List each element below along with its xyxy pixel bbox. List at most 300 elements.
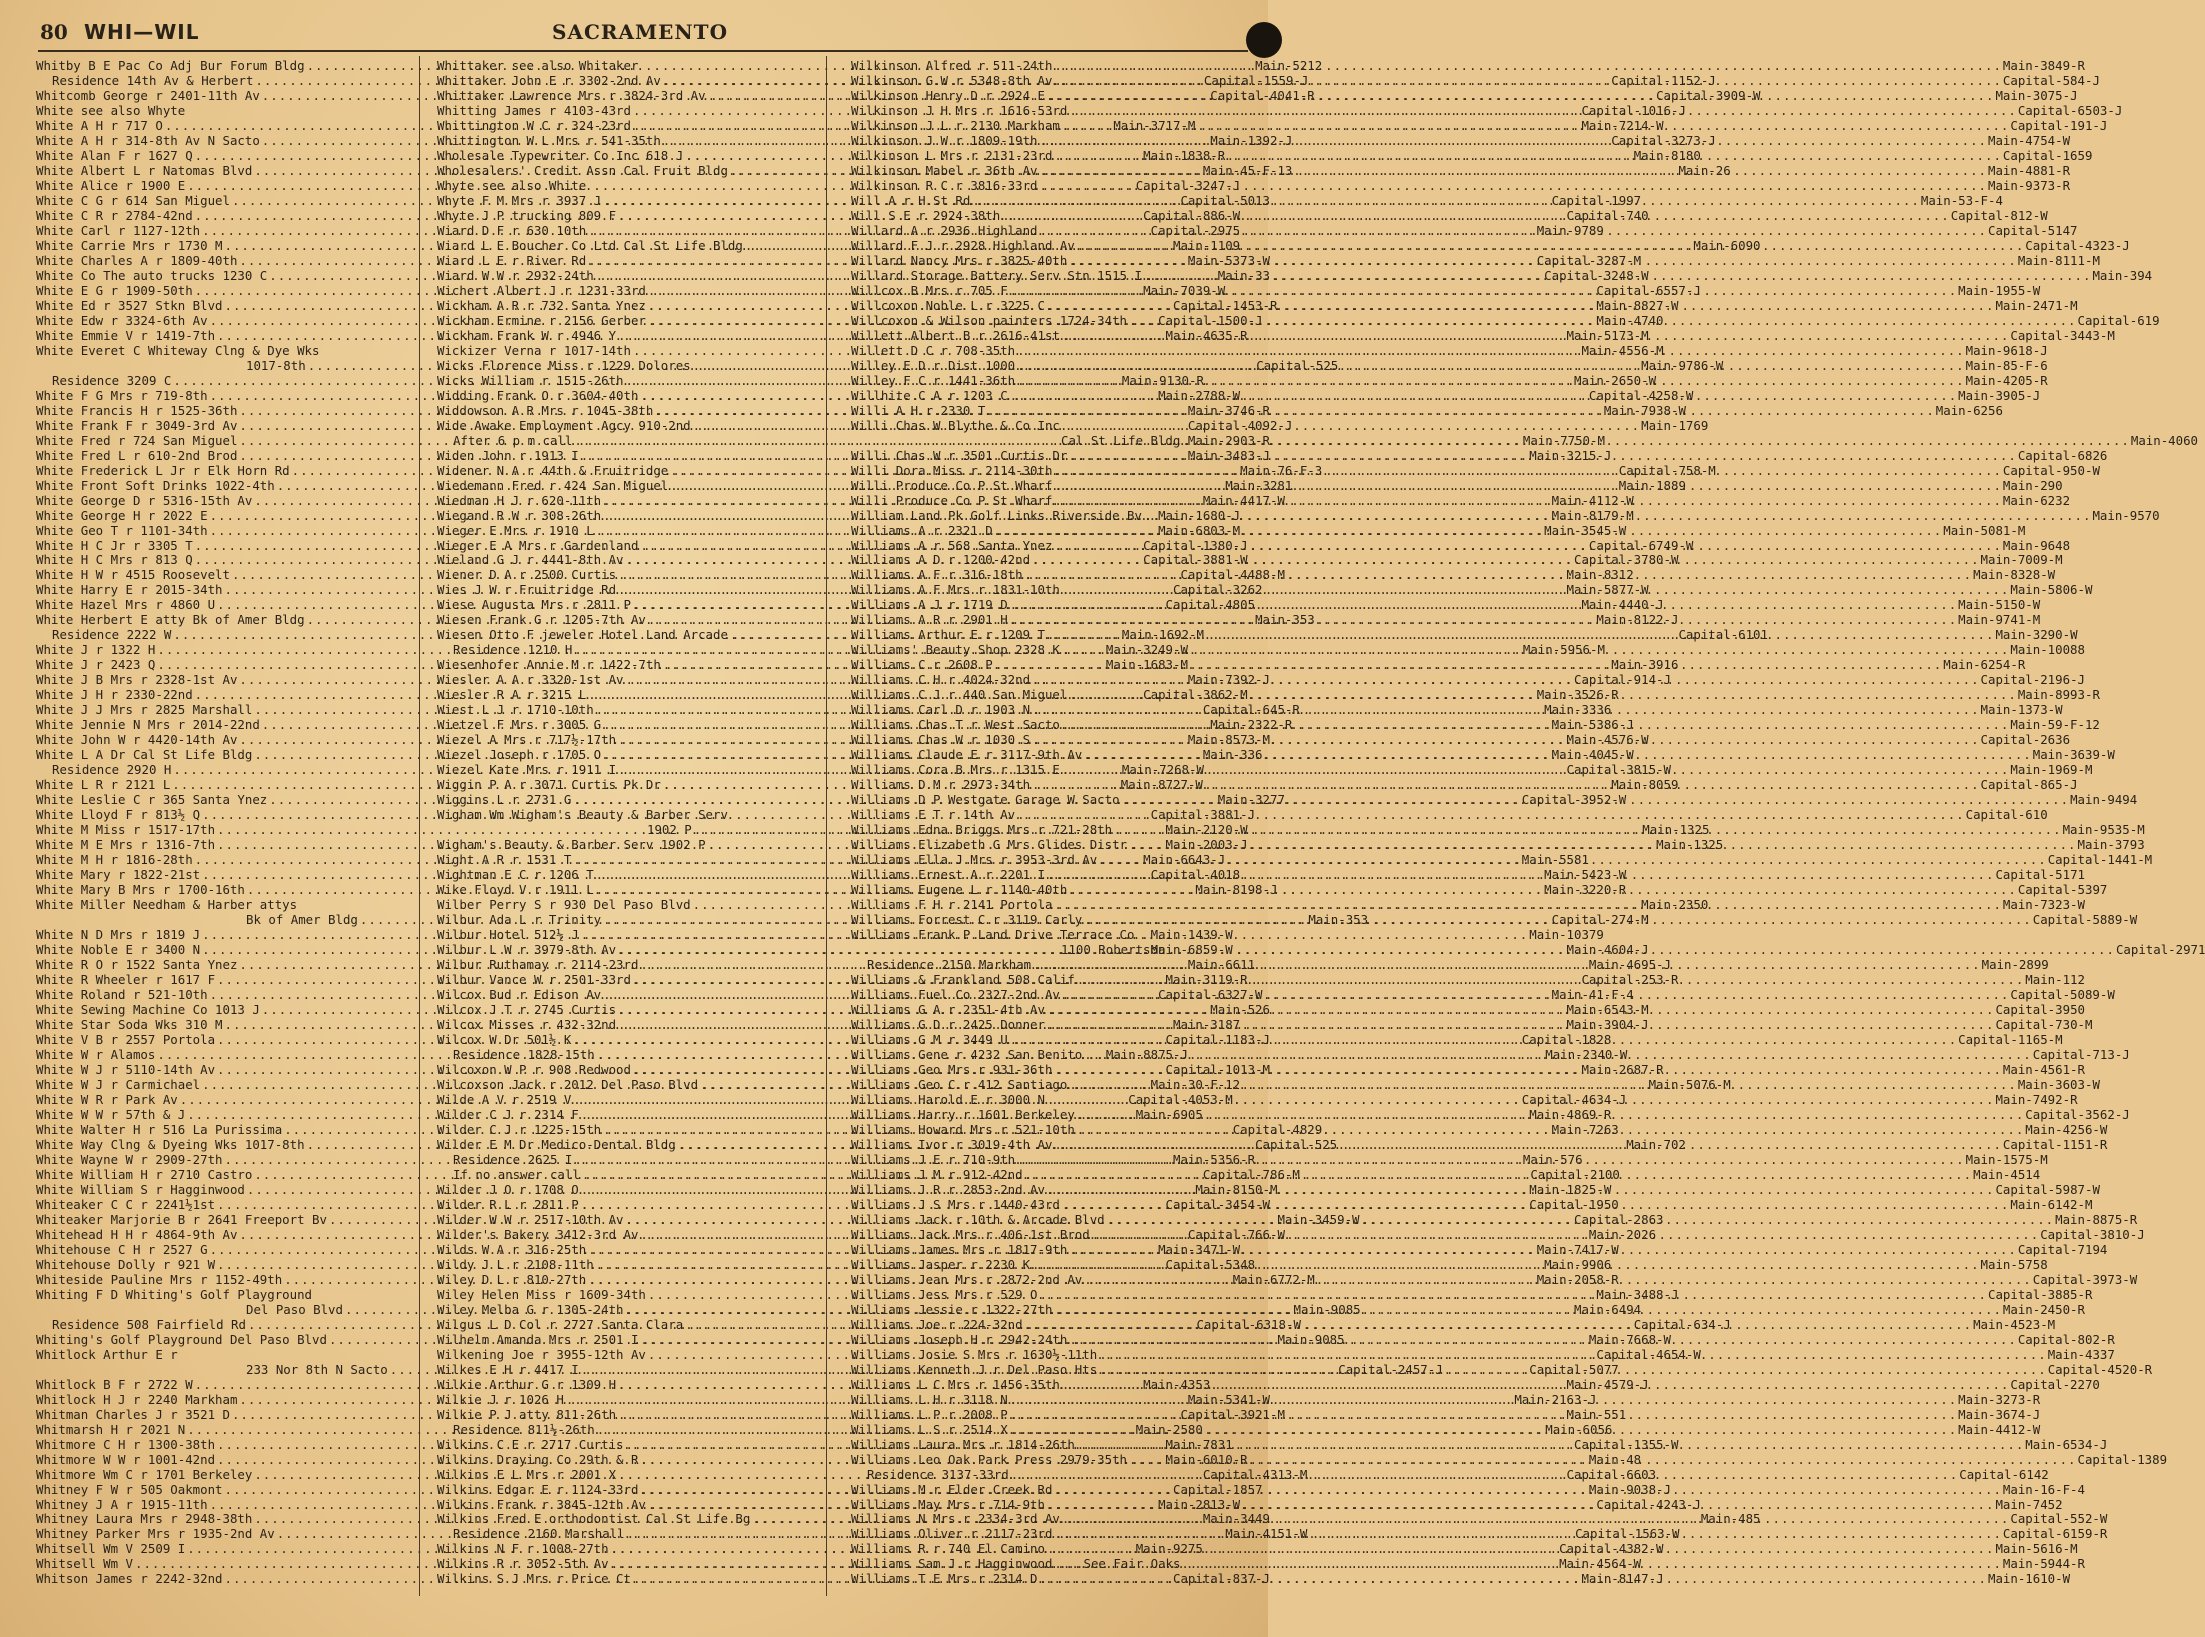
phone-number: Main-3187 xyxy=(1173,1017,1241,1032)
phone-number: Capital-619 xyxy=(2077,312,2160,328)
leader-dots xyxy=(1010,1407,1958,1422)
listing-name: Wilkinson Henry D r 2924 E xyxy=(851,87,1045,103)
listing-name: White Fred L r 610-2nd Brod xyxy=(36,447,238,463)
listing-name: Wilcoxson Jack r 2012 Del Paso Blvd xyxy=(437,1076,699,1092)
leader-dots xyxy=(1054,1556,2002,1571)
leader-dots xyxy=(1069,448,2017,463)
listing-name: Whitlock B F r 2722 W xyxy=(36,1376,193,1392)
phone-number: Main-8059 xyxy=(1611,777,1679,793)
phone-number: Capital-5348 xyxy=(1165,1256,1256,1272)
leader-dots xyxy=(1129,1452,2077,1467)
phone-number: Main-3281 xyxy=(1225,477,1293,493)
listing-name: Whittaker John E r 3302-2nd Av xyxy=(437,72,661,88)
leader-dots xyxy=(1129,837,2077,852)
phone-number: Capital-2971 xyxy=(2115,942,2205,958)
phone-number: Main-5758 xyxy=(1980,1256,2048,1272)
listing-name: Willard F J r 2928 Highland Av xyxy=(851,237,1075,253)
listing-name: Whitehouse C H r 2527 G xyxy=(36,1241,208,1257)
listing-name: Wiedemann Fred r 424 San Miguel xyxy=(437,477,669,493)
listing-name: Wiezel Kate Mrs r 1911 I xyxy=(437,762,617,778)
listing-name: White J B Mrs r 2328-1st Av xyxy=(36,672,238,688)
leader-dots xyxy=(1084,747,2032,762)
phone-number: Capital-3952-W xyxy=(1521,792,1627,808)
phone-number: Main-59-F-12 xyxy=(2010,717,2100,733)
phone-number: Capital-1950 xyxy=(1529,1196,1619,1212)
phone-number: Main-3277 xyxy=(1217,792,1285,808)
phone-number: Main-3483-J xyxy=(1187,447,1270,463)
phone-number: Main-2813-W xyxy=(1158,1496,1241,1512)
listing-name: Williams J S Mrs r 1440-43rd xyxy=(851,1196,1060,1212)
phone-number: Main-4412-W xyxy=(1958,1421,2041,1437)
phone-number: Main-8179-M xyxy=(1551,507,1634,523)
listing-name: Wholesalers' Credit Assn Cal Fruit Bldg xyxy=(437,162,728,178)
listing-name: Willard Storage Battery Serv Stn 1515 I xyxy=(851,267,1142,283)
listing-name: Wilber Perry S r 930 Del Paso Blvd xyxy=(437,897,691,913)
listing-name: Whitsell Wm V 2509 I xyxy=(36,1541,186,1557)
phone-number: Main-8111-M xyxy=(2017,252,2100,268)
phone-number: Capital-1997 xyxy=(1551,192,1642,208)
phone-number: Capital-7194 xyxy=(2017,1241,2108,1257)
listing-name: Williams N Mrs r 2334-3rd Av xyxy=(851,1511,1060,1527)
listing-name: Whitehead H H r 4864-9th Av xyxy=(36,1226,238,1242)
listing-name: Williams G D r 2425 Donner xyxy=(851,1017,1045,1032)
phone-number: Main-4695-J xyxy=(1588,957,1671,973)
leader-dots xyxy=(1032,1257,1980,1272)
phone-number: Main-9786-W xyxy=(1641,357,1724,373)
phone-number: Capital-4654-W xyxy=(1596,1346,1701,1362)
listing-name: White Walter H r 516 La Purissima xyxy=(36,1121,283,1137)
city-title: SACRAMENTO xyxy=(552,20,728,44)
phone-number: Main-4514 xyxy=(1973,1166,2041,1182)
phone-number: Capital-4488-M xyxy=(1180,567,1285,583)
leader-dots xyxy=(1077,238,2025,253)
leader-dots xyxy=(1084,1272,2032,1287)
listing-name: Wies J W r Fruitridge Rd xyxy=(437,582,617,598)
phone-number: Capital-886-W xyxy=(1143,207,1241,223)
listing-name: William Land Pk Golf Links Riverside Bv xyxy=(851,507,1142,523)
listing-name: White Lloyd F r 813½ Q xyxy=(36,807,201,823)
listing-name: Wickham Frank W r 4946 Y xyxy=(437,327,617,343)
phone-number: Main-4112-W xyxy=(1551,492,1634,508)
listing-name: Williams L C Mrs r 1456-35th xyxy=(851,1376,1060,1392)
phone-number: Capital-5987-W xyxy=(1995,1181,2100,1197)
phone-number: Capital-6603 xyxy=(1566,1466,1657,1482)
phone-number: Capital-5013 xyxy=(1180,192,1270,208)
phone-number: Capital-4258-W xyxy=(1588,387,1694,403)
leader-dots xyxy=(1062,328,2010,343)
listing-name: Widdowson A R Mrs r 1045-38th xyxy=(437,402,654,418)
leader-dots xyxy=(1054,538,2002,553)
leader-dots xyxy=(1032,552,1980,567)
phone-number: Main-3075-J xyxy=(1995,87,2078,103)
listing-name: Whitney F W r 505 Oakmont xyxy=(36,1481,223,1497)
listing-name: Wilkins Edgar E r 1124-33rd xyxy=(437,1481,639,1497)
leader-dots xyxy=(1054,897,2002,912)
listing-name: Wichert Albert J r 1231-33rd xyxy=(437,282,646,298)
phone-number: Main-5944-R xyxy=(2002,1556,2085,1572)
listing-name: Willcox B Mrs r 705 F xyxy=(851,282,1008,298)
phone-number: Capital-758-M xyxy=(1618,462,1716,478)
listing-name: Wilder R L r 2811 P xyxy=(437,1196,579,1212)
listing-heading: White Miller Needham & Harber attys xyxy=(36,897,298,913)
listing-name: 1017-8th xyxy=(246,357,306,373)
listing-name: Willi Dora Miss r 2114-30th xyxy=(851,462,1053,478)
phone-number: Capital-3885-R xyxy=(1988,1286,2093,1302)
listing-name: Wilbur L W r 3979-8th Av xyxy=(437,942,617,958)
listing-name: Whiteaker Marjorie B r 2641 Freeport Bv xyxy=(36,1211,327,1227)
phone-number: See Fair Oaks xyxy=(1083,1556,1181,1572)
leader-dots xyxy=(1092,1227,2040,1242)
listing-name: White C R r 2784-42nd xyxy=(36,207,193,223)
listing-name: Wiezel Joseph r 1705 O xyxy=(437,747,602,763)
phone-number: Main-4754-W xyxy=(1988,132,2071,148)
phone-number: Main-5423-W xyxy=(1544,867,1627,883)
phone-number: Main-9275 xyxy=(1135,1541,1203,1557)
listing-name: White Co The auto trucks 1230 C xyxy=(36,267,268,283)
phone-number: Main-2903-R xyxy=(1187,432,1270,448)
phone-number: Main-2687-R xyxy=(1581,1061,1664,1077)
listing-name: White W r Alamos xyxy=(36,1046,156,1062)
phone-number: Main-1769 xyxy=(1641,417,1709,433)
listing-name: Whitlock H J r 2240 Markham xyxy=(36,1391,238,1407)
phone-number: Capital-4053-M xyxy=(1128,1091,1233,1107)
listing-name: Whittington W C r 324-23rd xyxy=(437,117,631,133)
phone-number: Main-8122-J xyxy=(1596,612,1679,628)
phone-number: Main-9535-M xyxy=(2062,822,2145,838)
listing-name: Residence 3209 C xyxy=(52,372,172,388)
phone-number: Main-6010-R xyxy=(1165,1451,1248,1467)
phone-number: Main-6142-M xyxy=(2010,1196,2093,1212)
listing-name: Williams A r 2321 D xyxy=(851,522,993,538)
listing-name: Williams Harry r 1601 Berkeley xyxy=(851,1106,1075,1122)
listing-name: Williams Howard Mrs r 521-10th xyxy=(851,1121,1075,1137)
phone-number: Capital-274-M xyxy=(1551,912,1649,928)
listing-name: White W J r Carmichael xyxy=(36,1076,201,1092)
phone-number: Main-1610-W xyxy=(1988,1571,2071,1587)
listing-name: Wilcox Misses r 432-32nd xyxy=(437,1017,617,1032)
leader-dots xyxy=(987,403,1935,418)
phone-number: Main-1575-M xyxy=(1965,1151,2048,1167)
listing-name: White George D r 5316-15th Av xyxy=(36,492,253,508)
phone-number: Capital-1441-M xyxy=(2047,852,2153,868)
phone-number: Main-2471-M xyxy=(1995,297,2078,313)
phone-number: Main-7323-W xyxy=(2002,897,2085,913)
leader-dots xyxy=(1011,1467,1959,1482)
phone-number: Main-8827-W xyxy=(1596,297,1679,313)
listing-name: White Leslie C r 365 Santa Ynez xyxy=(36,792,268,808)
phone-number: Main-2580 xyxy=(1135,1421,1203,1437)
leader-dots xyxy=(1167,942,2115,957)
phone-number: Capital-525 xyxy=(1256,357,1339,373)
phone-number: Main-6543-M xyxy=(1566,1002,1649,1018)
listing-name: Whitting James r 4103-43rd xyxy=(437,102,631,118)
phone-number: Capital-1152-J xyxy=(1611,72,1716,88)
page-number: 80 xyxy=(40,20,68,44)
phone-number: Main-5373-W xyxy=(1187,252,1270,268)
phone-number: Main-7268-W xyxy=(1121,762,1204,778)
listing-name: White J r 2423 Q xyxy=(36,657,156,673)
listing-name: Wiegand R W r 308-26th xyxy=(437,507,602,523)
listing-name: White Alice r 1900 E xyxy=(36,177,186,193)
phone-number: Capital-6557-J xyxy=(1596,282,1701,298)
phone-number: Main-3471-W xyxy=(1158,1241,1241,1257)
listing-name: Willi A H r 2330 T xyxy=(851,402,986,418)
binder-hole xyxy=(1246,22,1282,58)
listing-name: Residence 1210 H xyxy=(453,642,573,658)
leader-dots xyxy=(1099,1347,2047,1362)
leader-dots xyxy=(1047,88,1995,103)
phone-number: Main-6232 xyxy=(2002,492,2071,508)
phone-number: Main-7938-W xyxy=(1603,402,1686,418)
phone-number: Main-7214-W xyxy=(1581,117,1664,133)
phone-number: Capital-3973-W xyxy=(2032,1271,2138,1287)
listing-name: Wiest L J r 1710-10th xyxy=(437,702,594,718)
phone-number: Main-2120-W xyxy=(1165,822,1248,838)
leader-dots xyxy=(1069,103,2017,118)
phone-number: Capital-4313-M xyxy=(1202,1466,1308,1482)
listing-name: Residence 1828-15th xyxy=(453,1046,595,1062)
listing-name: Williams Eugene L r 1140-40th xyxy=(851,882,1068,898)
listing-name: Wilkening Joe r 3955-12th Av xyxy=(437,1346,646,1362)
listing-name: Williams Chas W r 1030 S xyxy=(851,732,1031,748)
phone-number: Main-551 xyxy=(1566,1406,1627,1422)
listing-name: Willett Albert B r 2616-41st xyxy=(851,327,1060,343)
phone-number: Main-76-F-3 xyxy=(1240,462,1323,478)
phone-number: Capital-3287-M xyxy=(1536,252,1642,268)
leader-dots xyxy=(1010,612,1958,627)
listing-name: Williams Jack r 10th & Arcade Blvd xyxy=(851,1211,1105,1227)
listing-name: Wilder C J r 1225-15th xyxy=(437,1121,602,1137)
phone-number: Main-8573-M xyxy=(1187,732,1270,748)
phone-number: Main-3488-J xyxy=(1596,1286,1679,1302)
listing-name: White Albert L r Natomas Blvd xyxy=(36,162,253,178)
listing-name: Williams C H r 4024-32nd xyxy=(851,672,1031,688)
listing-name: Williams A F Mrs r 1831-10th xyxy=(851,582,1060,598)
phone-number: Capital-837-J xyxy=(1173,1571,1270,1587)
listing-name: Willi Chas W r 3501 Curtis Dr xyxy=(851,447,1068,463)
listing-name: Williams J M r 912-42nd xyxy=(851,1166,1023,1182)
leader-dots xyxy=(1077,1107,2025,1122)
listing-name: Williams May Mrs r 714-9th xyxy=(851,1496,1045,1512)
phone-number: Main-4523-M xyxy=(1973,1316,2056,1332)
phone-number: Main-2322-R xyxy=(1210,717,1293,733)
leader-dots xyxy=(1054,148,2002,163)
listing-name: 233 Nor 8th N Sacto xyxy=(246,1361,388,1377)
phone-number: Main-2450-R xyxy=(2002,1301,2085,1317)
listing-name: Williams C r 2608 P xyxy=(851,657,993,673)
phone-number: Main-5173-M xyxy=(1566,327,1649,343)
leader-dots xyxy=(1047,1497,1995,1512)
phone-number: Capital-812-W xyxy=(1950,207,2048,223)
leader-dots xyxy=(1032,672,1980,687)
listing-name: Wiard L E r River Rd xyxy=(437,252,587,268)
phone-number: Capital-3881-J xyxy=(1150,807,1256,823)
phone-number: Main-41-F-4 xyxy=(1551,987,1634,1003)
leader-dots xyxy=(1002,208,1950,223)
phone-number: Capital-3443-M xyxy=(2010,327,2115,343)
listing-name: Wilcox Bud r Edison Av xyxy=(437,987,602,1003)
listing-name: White R Wheeler r 1617 F xyxy=(36,972,216,988)
listing-name: Williams Chas T r West Sacto xyxy=(851,717,1060,733)
listing-entry xyxy=(851,807,2048,823)
leader-dots xyxy=(1054,1482,2002,1497)
listing-name: Williams A r 568 Santa Ynez xyxy=(851,537,1053,553)
leader-dots xyxy=(1032,702,1980,717)
phone-number: Main-576 xyxy=(1522,1151,1583,1167)
leader-dots xyxy=(1047,1541,1995,1556)
phone-number: Main-290 xyxy=(2002,477,2063,493)
listing-name: Wilkinson R C r 3816-33rd xyxy=(851,177,1038,193)
phone-number: Main-1109 xyxy=(1173,237,1241,253)
phone-number: Main-112 xyxy=(2025,972,2085,988)
leader-dots xyxy=(1099,1362,2047,1377)
listing-name: Williams & Frankland 508 Calif xyxy=(851,972,1075,988)
listing-name: Residence 3137-33rd xyxy=(867,1466,1009,1482)
listing-name: Wilkins S J Mrs r Price Ct xyxy=(437,1571,631,1587)
listing-name: Wight A R r 1531 T xyxy=(437,852,572,868)
phone-number: Main-9373-R xyxy=(1988,177,2071,193)
phone-number: Capital-3815-W xyxy=(1566,762,1671,778)
phone-number: Main-2340-W xyxy=(1545,1046,1628,1062)
listing-name: White Harry E r 2015-34th xyxy=(36,582,223,598)
listing-name: Wilkins Fred E orthodontist Cal St Life Bg xyxy=(437,1511,751,1527)
phone-number: Main-6494 xyxy=(1574,1301,1642,1317)
listing-name: Wilbur Vance W r 2501-33rd xyxy=(437,972,631,988)
listing-name: Wicks William r 1515-26th xyxy=(437,372,624,388)
phone-number: Main-2026 xyxy=(1588,1226,1657,1242)
leader-dots xyxy=(1017,373,1965,388)
listing-heading: Willi Chas W Blythe & Co Inc xyxy=(851,417,1060,433)
listing-name: Residence 811½-26th xyxy=(453,1421,595,1437)
listing-name: Williams Laura Mrs r 1814-26th xyxy=(851,1436,1075,1452)
listing-name: White Frederick L Jr r Elk Horn Rd xyxy=(36,462,290,478)
phone-number: Main-8727-W xyxy=(1120,777,1203,793)
listing-name: Whitson James r 2242-32nd xyxy=(36,1571,223,1587)
phone-number: Main-8312 xyxy=(1566,567,1634,583)
phone-number: Main-5356-R xyxy=(1173,1151,1256,1167)
phone-number: Capital-1355-W xyxy=(1574,1436,1679,1452)
leader-dots xyxy=(1047,298,1995,313)
listing-heading: Whyte see also White xyxy=(437,177,587,193)
phone-number: Main-9085 xyxy=(1277,1331,1345,1347)
phone-number: Main-3793 xyxy=(2077,837,2145,853)
phone-number: Main-6643-J xyxy=(1143,852,1226,868)
listing-name: Wieger E Mrs r 1910 L xyxy=(437,522,594,538)
phone-number: Main-5150-W xyxy=(1958,597,2041,613)
listing-name: Williams L P r 2008 P xyxy=(851,1406,1008,1422)
phone-number: Capital-1183-J xyxy=(1165,1031,1270,1047)
phone-number: Capital-3909-W xyxy=(1656,87,1761,103)
listing-name: Wiggins L r 2731 G xyxy=(437,792,572,808)
listing-name: Wilkins E L Mrs r 2001 X xyxy=(437,1466,617,1482)
listing-name: Whitmore Wm C r 1701 Berkeley xyxy=(36,1466,253,1482)
phone-number: Capital-5147 xyxy=(1988,222,2078,238)
leader-dots xyxy=(1129,313,2077,328)
leader-dots xyxy=(972,193,1920,208)
phone-number: Main-7750-M xyxy=(1522,432,1605,448)
listing-name: Whitcomb George r 2401-11th Av xyxy=(36,87,260,103)
phone-number: Main-3849-R xyxy=(2002,58,2085,73)
listing-name: Williams Ella J Mrs r 3953-3rd Av xyxy=(851,852,1098,868)
phone-number: Capital-950-W xyxy=(2002,462,2100,478)
phone-number: Main-33 xyxy=(1217,267,1270,283)
phone-number: Capital-6749-W xyxy=(1588,537,1694,553)
listing-name: White William S r Hagginwood xyxy=(36,1181,245,1197)
listing-name: Wickham Ermine r 2156 Gerber xyxy=(437,312,646,328)
leader-dots xyxy=(1032,777,1980,792)
listing-name: White Carl r 1127-12th xyxy=(36,222,201,238)
listing-name: White Mary B Mrs r 1700-16th xyxy=(36,882,245,898)
phone-number: Main-9085 xyxy=(1293,1301,1361,1317)
listing-name: Wilder C J r 2314 F xyxy=(437,1106,579,1122)
listing-name: Wilkinson G W r 5348-8th Av xyxy=(851,72,1053,88)
listing-name: Will A r H St Rd xyxy=(851,192,971,208)
phone-number: Main-6090 xyxy=(1693,237,1761,253)
listing-name: Wike Floyd V r 1911 L xyxy=(437,882,594,898)
phone-number: Main-9618-J xyxy=(1965,342,2048,358)
listing-name: After 6 p m call xyxy=(453,432,573,448)
leader-dots xyxy=(1054,478,2002,493)
phone-number: Capital-1165-M xyxy=(1958,1031,2063,1047)
phone-number: Main-3905-J xyxy=(1958,387,2041,403)
phone-number: Capital-1453-R xyxy=(1173,297,1278,313)
phone-number: Main-1969-M xyxy=(2010,762,2093,778)
listing-name: White Mary r 1822-21st xyxy=(36,867,201,883)
listing-name: White Sewing Machine Co 1013 J xyxy=(36,1002,260,1018)
listing-name: Widding Frank O r 3604-40th xyxy=(437,387,639,403)
phone-number: Capital-4092-J xyxy=(1187,417,1293,433)
phone-number: Main-4564-W xyxy=(1559,1556,1642,1572)
phone-number: Capital-3810-J xyxy=(2040,1226,2145,1242)
listing-name: Williams Gene r 4232 San Benito xyxy=(851,1046,1083,1062)
listing-name: Williams G M r 3449 U xyxy=(851,1031,1008,1047)
phone-number: Main-4256-W xyxy=(2025,1121,2108,1137)
phone-number: Main-3249-W xyxy=(1105,642,1188,658)
phone-number: Main-8147-J xyxy=(1581,1571,1664,1587)
listing-name: Williams Josie S Mrs r 1630½-11th xyxy=(851,1346,1098,1362)
listing-name: Williams Geo C r 412 Santiago xyxy=(851,1076,1068,1092)
listing-name: Wilkes E H r 4417 I xyxy=(437,1361,579,1377)
leader-dots xyxy=(1062,762,2010,777)
phone-number: Main-9648 xyxy=(2002,537,2071,553)
leader-dots xyxy=(1054,493,2002,508)
phone-number: Main-3674-J xyxy=(1958,1406,2041,1422)
listing-name: Whitby B E Pac Co Adj Bur Forum Bldg xyxy=(36,58,305,73)
phone-number: Capital-2636 xyxy=(1980,732,2071,748)
phone-number: Main-8993-R xyxy=(2017,687,2100,703)
phone-number: Main-6772-M xyxy=(1232,1271,1315,1287)
listing-heading: Whiting F D Whiting's Golf Playground xyxy=(36,1286,313,1302)
phone-number: Capital-3248-W xyxy=(1544,267,1649,283)
phone-number: Main-485 xyxy=(1700,1511,1761,1527)
phone-number: Main-3449 xyxy=(1202,1511,1270,1527)
phone-number: Main-7009-M xyxy=(1980,552,2063,568)
phone-number: Main-7668-W xyxy=(1588,1331,1671,1347)
leader-dots xyxy=(1047,1092,1995,1107)
listing-name: Wiley D L r 810-27th xyxy=(437,1271,587,1287)
phone-number: Main-3459-W xyxy=(1277,1211,1360,1227)
listing-name: Wieger E A Mrs r Gardenland xyxy=(437,537,639,553)
listing-name: White Way Clng & Dyeing Wks 1017-8th xyxy=(36,1136,305,1152)
phone-number: Capital-1828 xyxy=(1521,1031,1612,1047)
phone-number: Capital-3881-W xyxy=(1143,552,1248,568)
phone-number: Main-8198-J xyxy=(1195,882,1278,898)
listing-name: Wilgus L D Col r 2727 Santa Clara xyxy=(437,1316,684,1332)
listing-name: Williams Jessie r 1322-27th xyxy=(851,1301,1053,1317)
leader-dots xyxy=(1062,642,2010,657)
phone-number: Main-8150-M xyxy=(1195,1181,1278,1197)
leader-dots xyxy=(1062,1377,2010,1392)
